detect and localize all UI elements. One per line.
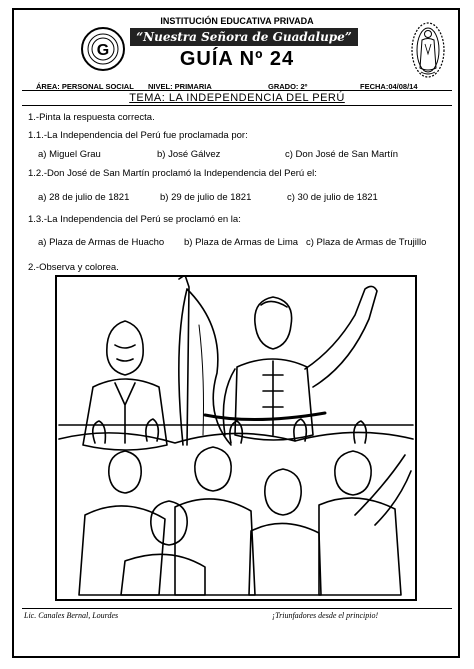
header-divider (22, 90, 452, 91)
question-1-2: 1.2.-Don José de San Martín proclamó la Independencia del Perú el: (28, 168, 317, 179)
question-1-2-option-b: b) 29 de julio de 1821 (160, 192, 252, 203)
question-1-1: 1.1.-La Independencia del Perú fue proclamada por: (28, 130, 248, 141)
question-1-1-option-b: b) José Gálvez (157, 149, 221, 160)
area-label: ÁREA: PERSONAL SOCIAL (36, 82, 134, 91)
instruction-2: 2.-Observa y colorea. (28, 262, 119, 273)
question-1-3-option-c: c) Plaza de Armas de Trujillo (306, 237, 427, 248)
question-1-2-option-a: a) 28 de julio de 1821 (38, 192, 130, 203)
virgin-of-guadalupe-icon (410, 20, 446, 78)
footer-motto: ¡Triunfadores desde el principio! (272, 611, 379, 620)
grade-label: GRADO: 2º (268, 82, 308, 91)
level-label: NIVEL: PRIMARIA (148, 82, 212, 91)
institution-name: INSTITUCIÓN EDUCATIVA PRIVADA (160, 16, 314, 26)
question-1-2-option-c: c) 30 de julio de 1821 (287, 192, 378, 203)
date-label: FECHA:04/08/14 (360, 82, 418, 91)
independence-proclamation-illustration (55, 275, 417, 601)
question-1-3: 1.3.-La Independencia del Perú se proclamó en la: (28, 214, 241, 225)
question-1-3-option-a: a) Plaza de Armas de Huacho (38, 237, 165, 248)
question-1-1-option-c: c) Don José de San Martín (285, 149, 398, 160)
question-1-1-option-a: a) Miguel Grau (38, 149, 101, 160)
theme-divider (22, 105, 452, 106)
question-1-3-option-b: b) Plaza de Armas de Lima (184, 237, 299, 248)
guide-title: GUÍA Nº 24 (179, 48, 295, 70)
college-name: “Nuestra Señora de Guadalupe” (130, 28, 358, 46)
theme-title: TEMA: LA INDEPENDENCIA DEL PERÚ (129, 92, 345, 104)
footer-author: Lic. Canales Bernal, Lourdes (24, 611, 119, 620)
worksheet-header (22, 12, 452, 94)
logo-letter: G (96, 42, 110, 59)
footer-divider (22, 608, 452, 609)
instruction-1: 1.-Pinta la respuesta correcta. (28, 112, 155, 123)
